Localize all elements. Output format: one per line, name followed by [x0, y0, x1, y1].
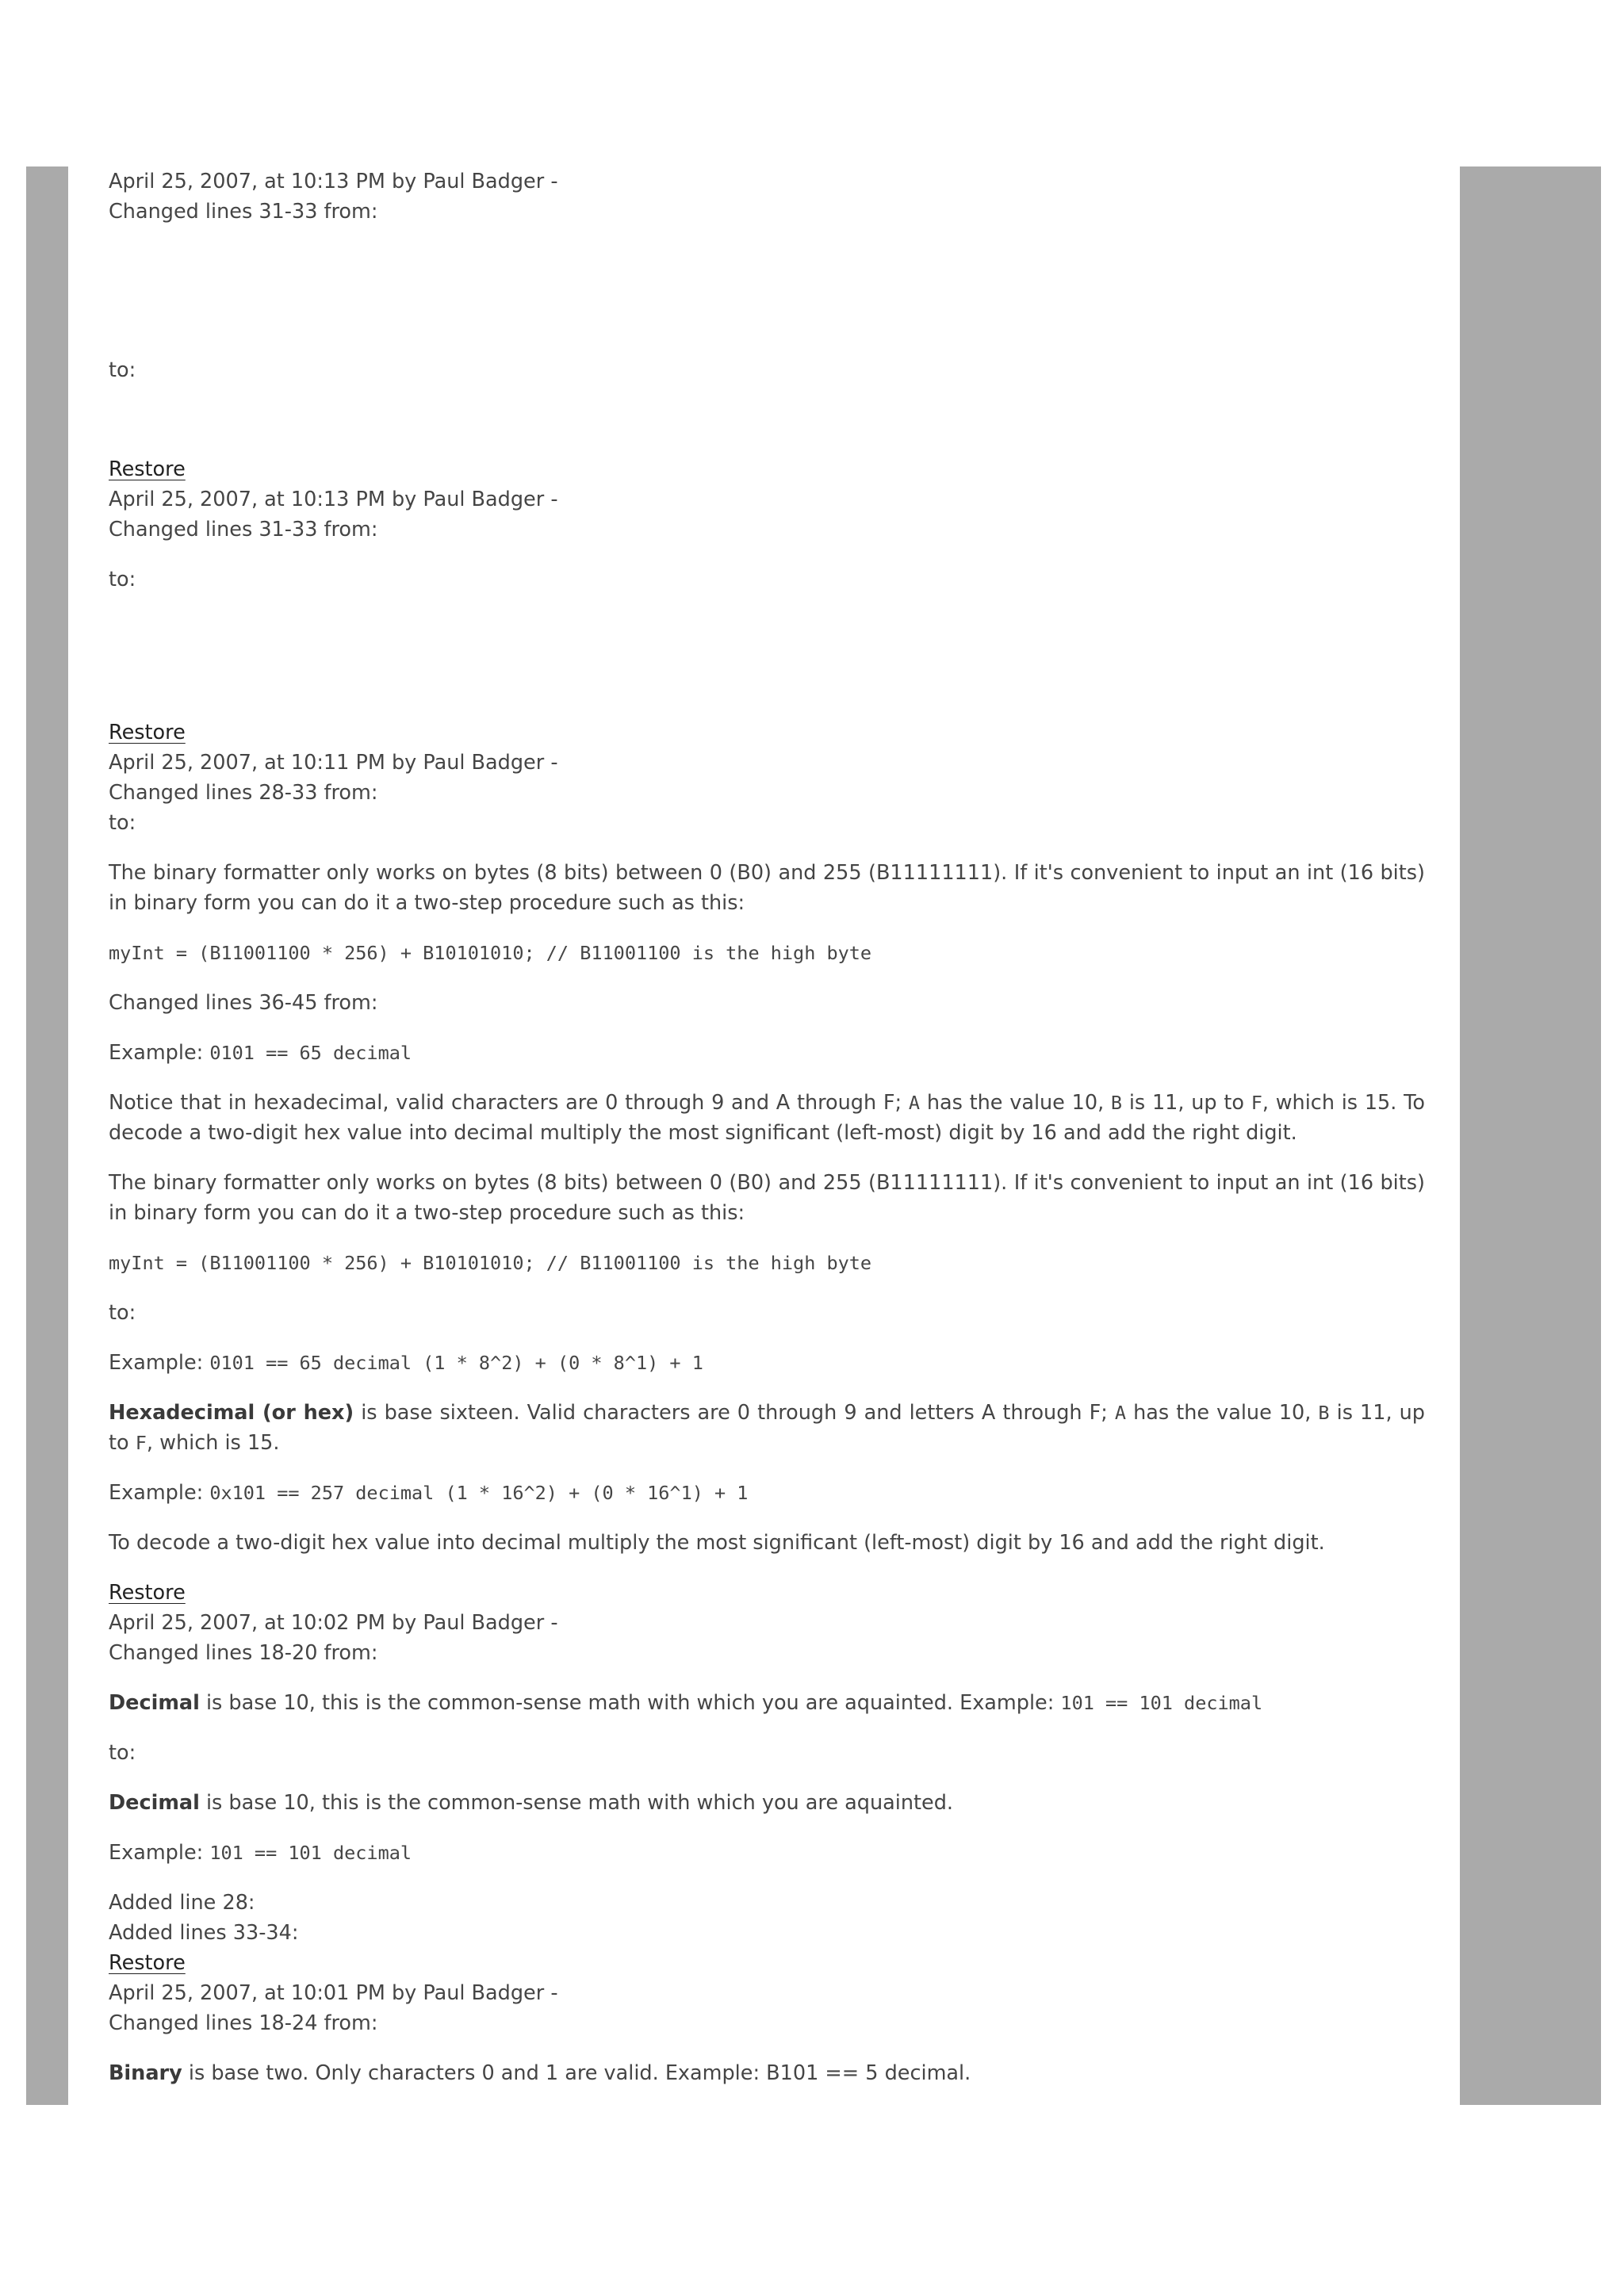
code-line: myInt = (B11001100 * 256) + B10101010; // B11001100 is the high byte — [109, 1252, 872, 1274]
change-summary: Changed lines 18-24 from: — [109, 2011, 378, 2035]
binary-paragraph: Binary is base two. Only characters 0 and 1 are valid. Example: B101 == 5 decimal. — [109, 2061, 971, 2085]
change-summary: Changed lines 18-20 from: — [109, 1641, 378, 1665]
to-label: to: — [109, 1741, 136, 1765]
change-summary: Changed lines 31-33 from: — [109, 200, 378, 224]
example-label: Example: — [109, 1351, 204, 1375]
example-label: Example: — [109, 1041, 204, 1065]
binary-formatter-paragraph: The binary formatter only works on bytes (8 bits) between 0 (B0) and 255 (B11111111). If it's convenient to input an int (16 bits) in binary form you can do it a two-step procedure such as this: — [109, 1171, 1425, 1225]
diff-spacer — [109, 227, 1425, 355]
left-sidebar-bar — [26, 166, 68, 2105]
change-summary: Changed lines 28-33 from: — [109, 781, 378, 805]
page-history-content — [109, 166, 1425, 2088]
decimal-paragraph: Decimal is base 10, this is the common-sense math with which you are aquainted. Example: 101 == 101 decimal — [109, 1691, 1263, 1715]
example-line — [109, 1348, 1425, 1378]
to-label: to: — [109, 358, 136, 382]
example-label: Example: — [109, 1841, 204, 1865]
restore-link[interactable]: Restore — [109, 1581, 186, 1605]
restore-link[interactable]: Restore — [109, 457, 186, 481]
revision-meta: April 25, 2007, at 10:11 PM by Paul Badger - — [109, 751, 558, 775]
to-label: to: — [109, 1301, 136, 1325]
added-line-summary: Added line 28: — [109, 1891, 255, 1915]
example-label: Example: — [109, 1481, 204, 1505]
decimal-paragraph: Decimal is base 10, this is the common-sense math with which you are aquainted. — [109, 1791, 953, 1815]
example-code: 0101 == 65 decimal — [209, 1042, 412, 1064]
code-line: myInt = (B11001100 * 256) + B10101010; // B11001100 is the high byte — [109, 942, 872, 964]
restore-link[interactable]: Restore — [109, 721, 186, 744]
to-label: to: — [109, 811, 136, 835]
example-line — [109, 1038, 1425, 1068]
example-code: 0101 == 65 decimal (1 * 8^2) + (0 * 8^1) + 1 — [209, 1352, 703, 1374]
diff-spacer — [109, 385, 1425, 454]
decode-paragraph: To decode a two-digit hex value into decimal multiply the most significant (left-most) digit by 16 and add the right digit. — [109, 1531, 1325, 1555]
example-line — [109, 1838, 1425, 1868]
diff-spacer — [109, 595, 1425, 718]
change-summary: Changed lines 31-33 from: — [109, 518, 378, 541]
binary-formatter-paragraph: The binary formatter only works on bytes (8 bits) between 0 (B0) and 255 (B11111111). If it's convenient to input an int (16 bits) in binary form you can do it a two-step procedure such as this: — [109, 861, 1425, 915]
revision-meta: April 25, 2007, at 10:01 PM by Paul Badger - — [109, 1981, 558, 2005]
restore-link[interactable]: Restore — [109, 1951, 186, 1975]
hex-notice-paragraph: Notice that in hexadecimal, valid characters are 0 through 9 and A through F; A has the value 10, B is 11, up to F, which is 15. To decode a two-digit hex value into decimal multiply the most significant (left-most) digit by 16 and add the right digit. — [109, 1091, 1425, 1145]
change-summary: Changed lines 36-45 from: — [109, 991, 378, 1015]
revision-meta: April 25, 2007, at 10:13 PM by Paul Badger - — [109, 170, 558, 193]
example-code: 101 == 101 decimal — [209, 1842, 412, 1864]
to-label: to: — [109, 568, 136, 591]
example-line — [109, 1478, 1425, 1508]
added-line-summary: Added lines 33-34: — [109, 1921, 299, 1945]
right-sidebar-bar — [1460, 166, 1601, 2105]
hex-definition-paragraph: Hexadecimal (or hex) is base sixteen. Valid characters are 0 through 9 and letters A through F; A has the value 10, B is 11, up to F, which is 15. — [109, 1401, 1425, 1455]
revision-meta: April 25, 2007, at 10:02 PM by Paul Badger - — [109, 1611, 558, 1635]
revision-meta: April 25, 2007, at 10:13 PM by Paul Badger - — [109, 488, 558, 511]
example-code: 0x101 == 257 decimal (1 * 16^2) + (0 * 16^1) + 1 — [209, 1482, 749, 1504]
